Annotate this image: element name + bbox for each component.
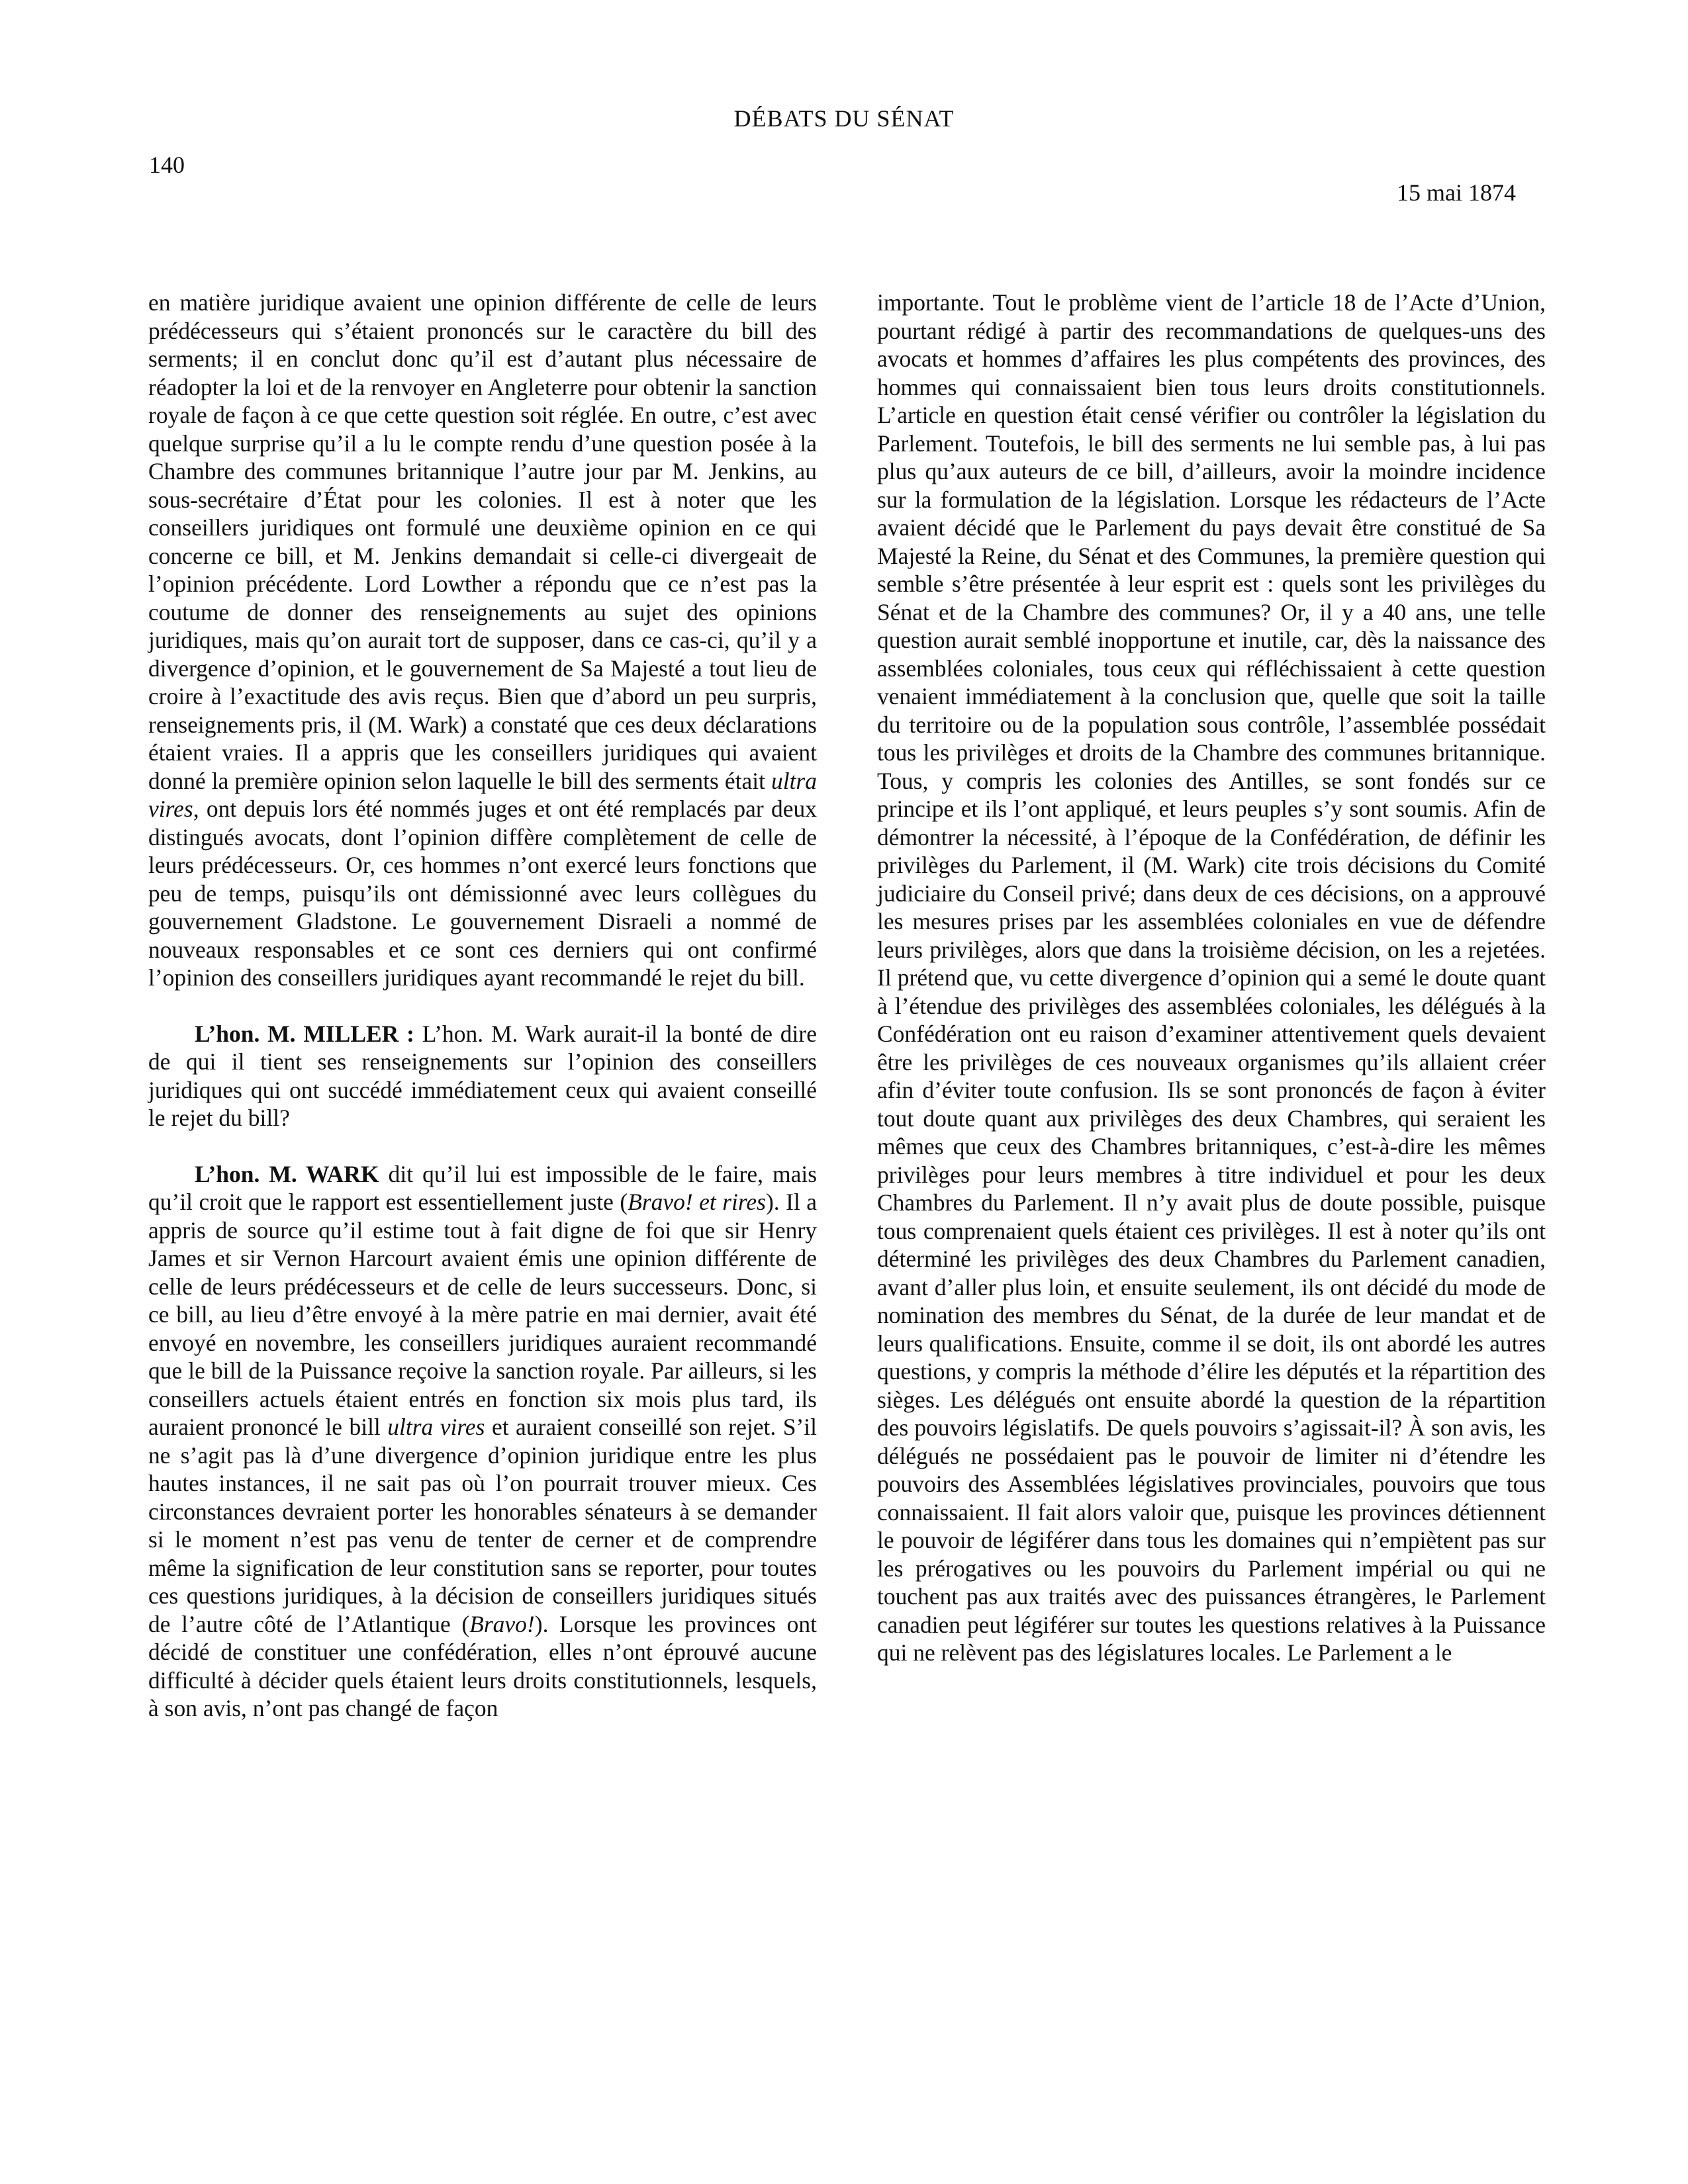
- left-column: [148, 289, 817, 1723]
- paragraph-wark: [148, 1160, 817, 1723]
- paragraph-text: dit qu’il lui est impossible de le faire, mais qu’il croit que le rapport est essentiellement juste (: [148, 1160, 818, 1215]
- italic-interjection: Bravo!: [469, 1610, 535, 1637]
- paragraph-miller: [148, 1020, 817, 1132]
- paragraph-continued: [877, 289, 1546, 1667]
- paragraph-text: ). Il a appris de source qu’il estime tout à fait digne de foi que sir Henry James et sir Vernon Harcourt avaient émis une opinion différente de celle de leurs prédécesseurs et de celle de leurs successeurs. Donc, si ce bill, au lieu d’être envoyé à la mère patrie en mai dernier, avait été envoyé en novembre, les conseillers juridiques auraient recommandé que le bill de la Puissance reçoive la sanction royale. Par ailleurs, si les conseillers actuels étaient entrés en fonction six mois plus tard, ils auraient prononcé le bill: [148, 1189, 818, 1440]
- page-date: 15 mai 1874: [1397, 179, 1516, 206]
- paragraph-continued: [148, 289, 817, 992]
- italic-term: ultra vires: [387, 1414, 485, 1440]
- italic-interjection: Bravo! et rires: [628, 1189, 766, 1215]
- page-number: 140: [149, 152, 185, 178]
- running-header-title: DÉBATS DU SÉNAT: [733, 105, 955, 132]
- paragraph-text: ). Lorsque les provinces ont décidé de constituer une confédération, elles n’ont éprouvé aucune difficulté à décider quels étaient leurs droits constitutionnels, lesquels, à son avis, n’ont pas changé de façon: [148, 1610, 817, 1721]
- paragraph-text: importante. Tout le problème vient de l’article 18 de l’Acte d’Union, pourtant rédigé à partir des recommandations de quelques-uns des avocats et hommes d’affaires les plus compétents des provinces, des hommes qui connaissaient bien tous leurs droits constitutionnels. L’article en question était censé vérifier ou contrôler la législation du Parlement. Toutefois, le bill des serments ne lui semble pas, à lui pas plus qu’aux auteurs de ce bill, d’ailleurs, avoir la moindre incidence sur la formulation de la législation. Lorsque les rédacteurs de l’Acte avaient décidé que le Parlement du pays devait être constitué de Sa Majesté la Reine, du Sénat et des Communes, la première question qui semble s’être présentée à leur esprit est : quels sont les privilèges du Sénat et de la Chambre des communes? Or, il y a 40 ans, une telle question aurait semblé inopportune et inutile, car, dès la naissance des assemblées coloniales, tous ceux qui réfléchissaient à cette question venaient immédiatement à la conclusion que, quelle que soit la taille du territoire ou de la population sous contrôle, l’assemblée possédait tous les privilèges et droits de la Chambre des communes britannique. Tous, y compris les colonies des Antilles, se sont fondés sur ce principe et ils l’ont appliqué, et leurs peuples s’y sont soumis. Afin de démontrer la nécessité, à l’époque de la Confédération, de définir les privilèges du Parlement, il (M. Wark) cite trois décisions du Comité judiciaire du Conseil privé; dans deux de ces décisions, on a approuvé les mesures prises par les assemblées coloniales en vue de défendre leurs privilèges, alors que dans la troisième décision, on les a rejetées. Il prétend que, vu cette divergence d’opinion qui a semé le doute quant à l’étendue des privilèges des assemblées coloniales, les délégués à la Confédération ont eu raison d’examiner attentivement quels devaient être les privilèges de ces nouveaux organismes qu’ils allaient créer afin d’éviter toute confusion. Ils se sont prononcés de façon à éviter tout doute quant aux privilèges des deux Chambres, qui seraient les mêmes que ceux des Chambres britanniques, c’est-à-dire les mêmes privilèges pour leurs membres à titre individuel et pour les deux Chambres du Parlement. Il n’y avait plus de doute possible, puisque tous comprenaient quels étaient ces privilèges. Il est à noter qu’ils ont déterminé les privilèges des deux Chambres du Parlement canadien, avant d’aller plus loin, et ensuite seulement, ils ont décidé du mode de nomination des membres du Sénat, de la durée de leur mandat et de leurs qualifications. Ensuite, comme il se doit, ils ont abordé les autres questions, y compris la méthode d’élire les députés et la répartition des sièges. Les délégués ont ensuite abordé la question de la répartition des pouvoirs législatifs. De quels pouvoirs s’agissait-il? À son avis, les délégués ne possédaient pas le pouvoir de limiter ni d’étendre les pouvoirs des Assemblées législatives provinciales, pouvoirs que tous connaissaient. Il fait alors valoir que, puisque les provinces détiennent le pouvoir de légiférer dans tous les domaines qui n’empiètent pas sur les prérogatives ou les pouvoirs du Parlement impérial ou qui ne touchent pas aux traités avec des puissances étrangères, le Parlement canadien peut légiférer sur toutes les questions relatives à la Puissance qui ne relèvent pas des législatures locales. Le Parlement a le: [877, 289, 1546, 1666]
- paragraph-text: , ont depuis lors été nommés juges et ont été remplacés par deux distingués avocats, dont l’opinion diffère complètement de celle de leurs prédécesseurs. Or, ces hommes n’ont exercé leurs fonctions que peu de temps, puisqu’ils ont démissionné avec leurs collègues du gouvernement Gladstone. Le gouvernement Disraeli a nommé de nouveaux responsables et ce sont ces derniers qui ont confirmé l’opinion des conseillers juridiques ayant recommandé le rejet du bill.: [148, 796, 817, 991]
- speaker-name: L’hon. M. WARK: [195, 1160, 379, 1187]
- paragraph-text: et auraient conseillé son rejet. S’il ne s’agit pas là d’une divergence d’opinion juridique entre les plus hautes instances, il ne sait pas où l’on pourrait trouver mieux. Ces circonstances devraient porter les honorables sénateurs à se demander si le moment n’est pas venu de tenter de cerner et de comprendre même la signification de leur constitution sans se reporter, pour toutes ces questions juridiques, à la décision de conseillers juridiques situés de l’autre côté de l’Atlantique (: [148, 1414, 817, 1637]
- italic-term: ultra vires: [148, 767, 817, 822]
- speaker-name: L’hon. M. MILLER :: [195, 1020, 414, 1047]
- paragraph-text: L’hon. M. Wark aurait-il la bonté de dire de qui il tient ses renseignements sur l’opinion des conseillers juridiques qui ont succédé immédiatement ceux qui avaient conseillé le rejet du bill?: [148, 1020, 817, 1131]
- paragraph-text: en matière juridique avaient une opinion différente de celle de leurs prédécesseurs qui s’étaient prononcés sur le caractère du bill des serments; il en conclut donc qu’il est d’autant plus nécessaire de réadopter la loi et de la renvoyer en Angleterre pour obtenir la sanction royale de façon à ce que cette question soit réglée. En outre, c’est avec quelque surprise qu’il a lu le compte rendu d’une question posée à la Chambre des communes britannique l’autre jour par M. Jenkins, au sous-secrétaire d’État pour les colonies. Il est à noter que les conseillers juridiques ont formulé une deuxième opinion en ce qui concerne ce bill, et M. Jenkins demandait si celle-ci divergeait de l’opinion précédente. Lord Lowther a répondu que ce n’est pas la coutume de donner des renseignements au sujet des opinions juridiques, mais qu’on aurait tort de supposer, dans ce cas-ci, qu’il y a divergence d’opinion, et le gouvernement de Sa Majesté a tout lieu de croire à l’exactitude des avis reçus. Bien que d’abord un peu surpris, renseignements pris, il (M. Wark) a constaté que ces deux déclarations étaient vraies. Il a appris que les conseillers juridiques qui avaient donné la première opinion selon laquelle le bill des serments était: [148, 289, 817, 794]
- right-column: [877, 289, 1546, 1667]
